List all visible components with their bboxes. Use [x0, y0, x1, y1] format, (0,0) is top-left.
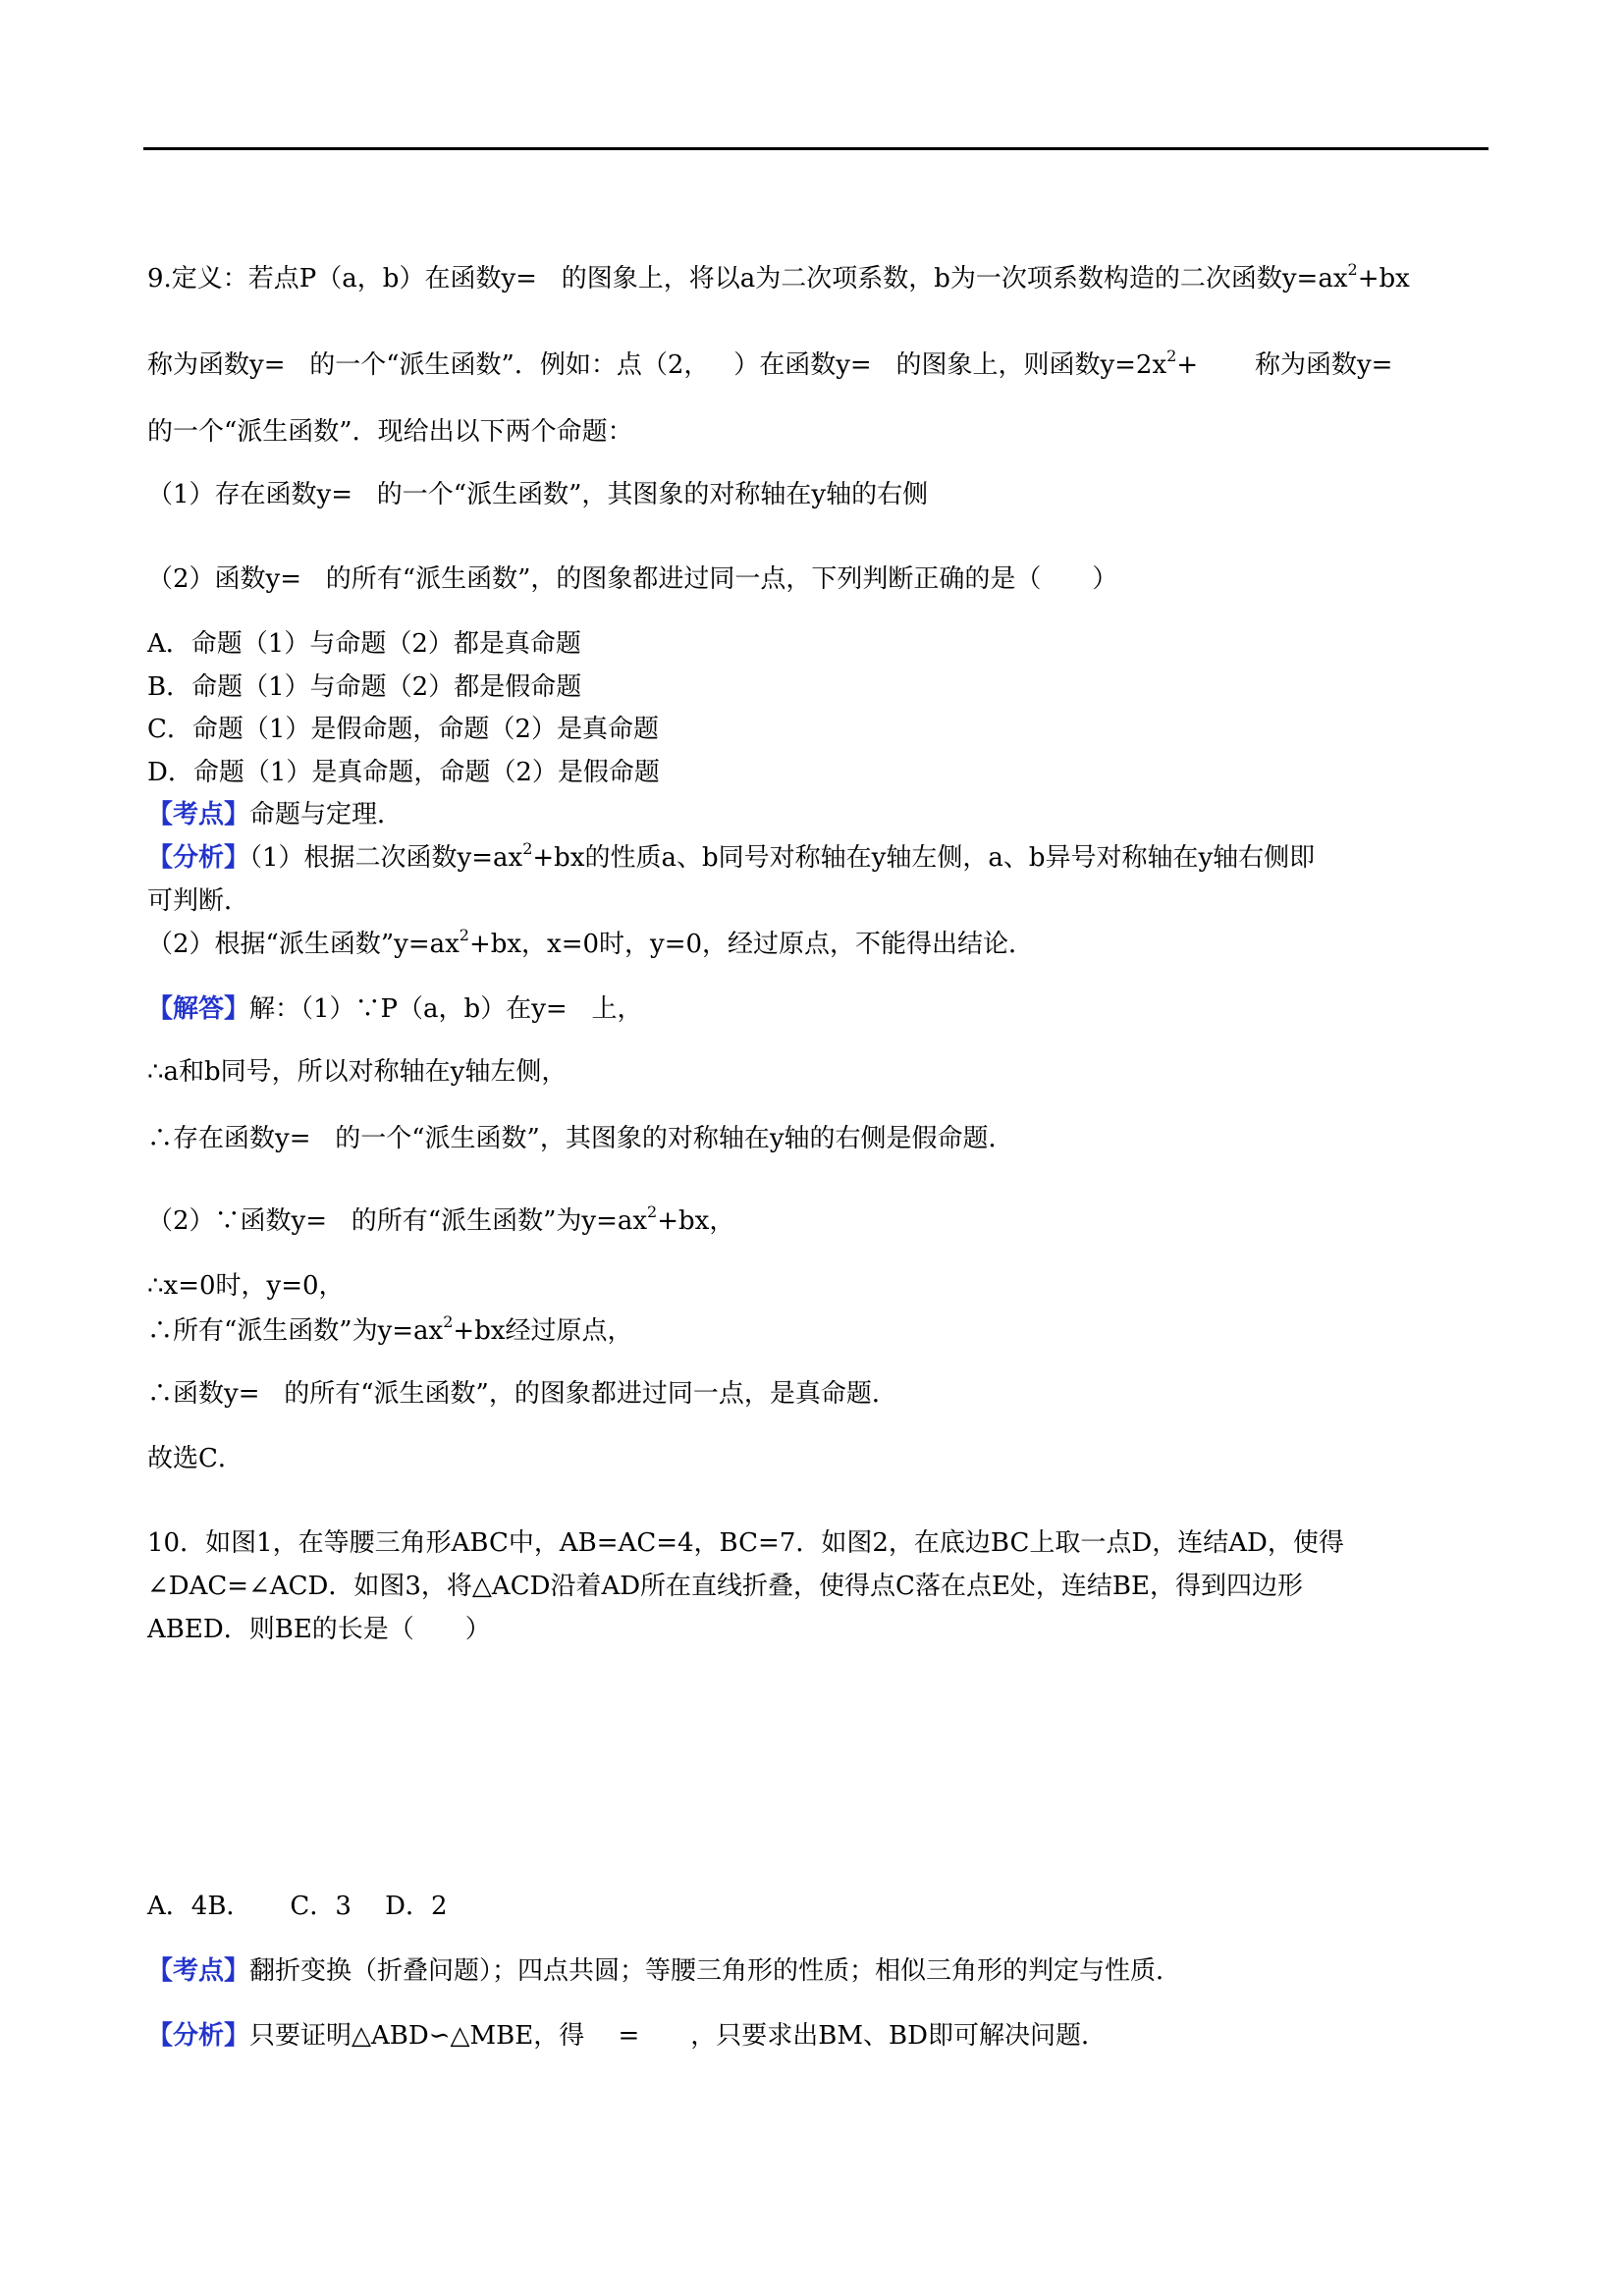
q9-kaodian: 【考点】命题与定理． — [147, 800, 404, 829]
kaodian-tag: 【考点】 — [147, 800, 250, 829]
q10-fenxi: 【分析】只要证明△ABD∽△MBE，得 = ，只要求出BM、BD即可解决问题． — [147, 2021, 1107, 2051]
q9-solution-5: ∴x=0时，y=0， — [147, 1271, 345, 1301]
q9-line3: 的一个“派生函数”．现给出以下两个命题： — [147, 417, 633, 447]
q9-solution-7: ∴函数y= 的所有“派生函数”，的图象都进过同一点，是真命题． — [147, 1379, 897, 1409]
q9-solution-2: ∴a和b同号，所以对称轴在y轴左侧， — [147, 1057, 568, 1087]
q10-stem-2: ∠DAC=∠ACD．如图3，将△ACD沿着AD所在直线折叠，使得点C落在点E处，连结BE，得到四边形 — [147, 1572, 1304, 1601]
fenxi-tag-2: 【分析】 — [147, 2021, 250, 2051]
q9-solution-4: （2）∵函数y= 的所有“派生函数”为$y=ax^2+bx$， — [147, 1202, 735, 1236]
q10-kaodian: 【考点】翻折变换（折叠问题）；四点共圆；等腰三角形的性质；相似三角形的判定与性质． — [147, 1956, 1182, 1986]
fenxi-tag: 【分析】 — [147, 843, 250, 873]
q9-fenxi-1: 【分析】（1）根据二次函数$y=ax^2+bx$的性质a、b同号对称轴在y轴左侧，a、b异号对称轴在y轴右侧即 — [147, 839, 1316, 873]
q10-options: A．4B． C．3 D．2 — [147, 1892, 448, 1921]
q9-option-c: C．命题（1）是假命题，命题（2）是真命题 — [147, 715, 659, 744]
q9-answer: 故选C． — [147, 1444, 244, 1473]
q9-option-a: A．命题（1）与命题（2）都是真命题 — [147, 629, 581, 659]
q10-stem-1: 10．如图1，在等腰三角形ABC中，AB=AC=4，BC=7．如图2，在底边BC上取一点D，连结AD，使得 — [147, 1528, 1344, 1558]
q9-fenxi-2: （2）根据“派生函数$”y=ax^2+bx$，x=0时，y=0，经过原点，不能得出结论． — [147, 926, 1035, 959]
q10-stem-3: ABED．则BE的长是（ ） — [147, 1615, 491, 1644]
q9-line2: 称为函数y= 的一个“派生函数”．例如：点（2， ）在函数y= 的图象上，则函数$y=2x^2+$ 称为函数y= — [147, 347, 1393, 380]
q9-solution-3: ∴存在函数y= 的一个“派生函数”，其图象的对称轴在y轴的右侧是假命题． — [147, 1124, 1014, 1153]
q9-option-d: D．命题（1）是真命题，命题（2）是假命题 — [147, 758, 660, 787]
q9-prop1: （1）存在函数y= 的一个“派生函数”，其图象的对称轴在y轴的右侧 — [147, 480, 929, 509]
q9-option-b: B．命题（1）与命题（2）都是假命题 — [147, 672, 582, 702]
q9-prop2: （2）函数y= 的所有“派生函数”，的图象都进过同一点，下列判断正确的是（ ） — [147, 564, 1118, 594]
q9-line1: 9.定义：若点P（a，b）在函数y= 的图象上，将以a为二次项系数，b为一次项系数构造的二次函数$y=ax^2+bx$ — [147, 260, 1410, 294]
q9-fenxi-1b: 可判断． — [147, 886, 250, 916]
q9-jieda-1: 【解答】解：（1）∵P（a，b）在y= 上， — [147, 994, 643, 1024]
kaodian-tag-2: 【考点】 — [147, 1956, 250, 1986]
jieda-tag: 【解答】 — [147, 994, 250, 1024]
header-rule — [143, 147, 1489, 150]
q9-solution-6: ∴所有“派生函数”为$y=ax^2+bx$经过原点， — [147, 1312, 633, 1346]
